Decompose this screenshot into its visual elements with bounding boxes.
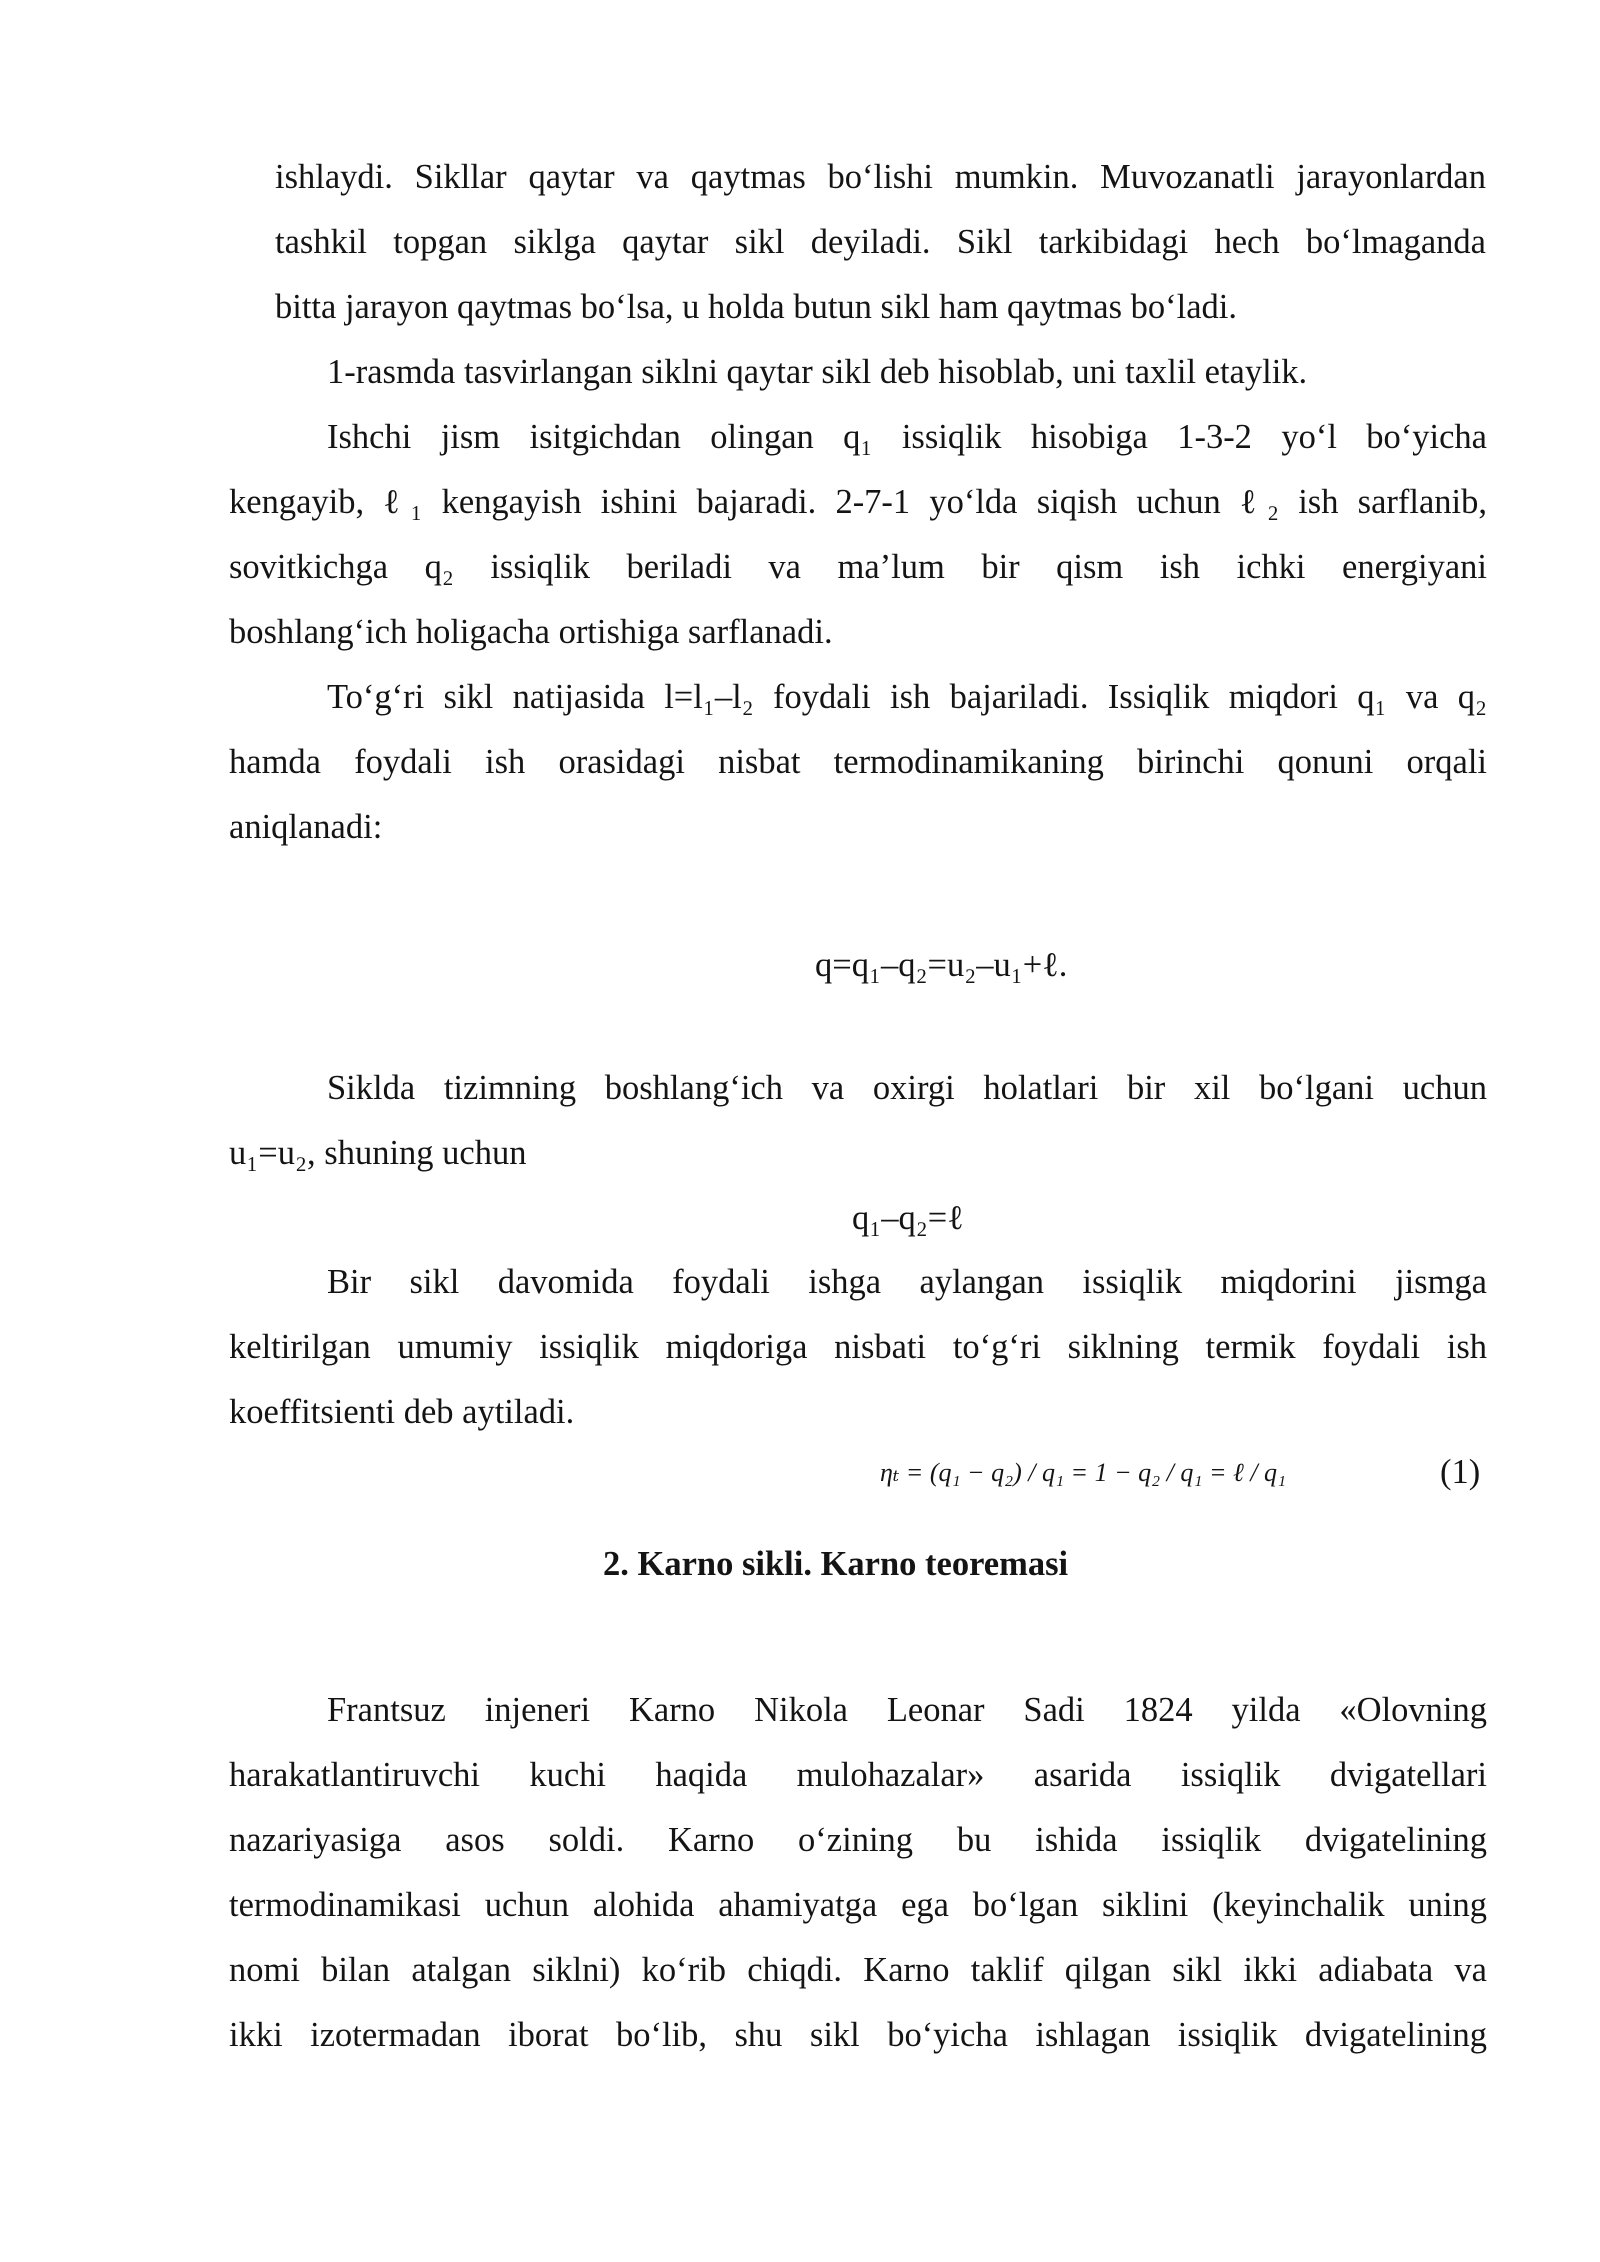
text-line: tashkil topgan siklga qaytar sikl deyiladi. Sikl tarkibidagi hech bo‘lmaganda (275, 223, 1486, 261)
text-line: keltirilgan umumiy issiqlik miqdoriga nisbati to‘g‘ri siklning termik foydali ish (229, 1328, 1487, 1366)
text-line: 1-rasmda tasvirlangan siklni qaytar sikl deb hisoblab, uni taxlil etaylik. (327, 353, 1308, 391)
text-line: sovitkichga q₂ issiqlik beriladi va ma’lum bir qism ish ichki energiyani (229, 548, 1487, 586)
text-line: To‘g‘ri sikl natijasida l=l₁–l₂ foydali ish bajariladi. Issiqlik miqdori q₁ va q₂ (327, 678, 1487, 716)
equation-text: ηₜ = (q₁ − q₂) / q₁ = 1 − q₂ / q₁ = ℓ / q₁ (880, 1458, 1287, 1487)
equation-number-text: (1) (1440, 1453, 1481, 1491)
text-line: harakatlantiruvchi kuchi haqida mulohazalar» asarida issiqlik dvigatellari (229, 1756, 1487, 1794)
text-line: boshlang‘ich holigacha ortishiga sarflanadi. (229, 613, 833, 651)
paragraph-5 (229, 1056, 1487, 1186)
text-line: koeffitsienti deb aytiladi. (229, 1393, 575, 1431)
text-line: nomi bilan atalgan siklni) ko‘rib chiqdi. Karno taklif qilgan sikl ikki adiabata va (229, 1951, 1487, 1989)
text-line: Bir sikl davomida foydali ishga aylangan issiqlik miqdorini jismga (327, 1263, 1487, 1301)
text-line: bitta jarayon qaytmas bo‘lsa, u holda butun sikl ham qaytmas bo‘ladi. (275, 288, 1237, 326)
text-line: u₁=u₂, shuning uchun (229, 1134, 527, 1172)
text-line: termodinamikasi uchun alohida ahamiyatga ega bo‘lgan siklini (keyinchalik uning (229, 1886, 1487, 1924)
text-line: ikki izotermadan iborat bo‘lib, shu sikl bo‘yicha ishlagan issiqlik dvigatelining (229, 2016, 1487, 2054)
equation-thermal-efficiency (880, 1458, 1286, 1488)
equation-text: q=q₁–q₂=u₂–u₁+ℓ. (815, 946, 1068, 984)
text-line: Siklda tizimning boshlang‘ich va oxirgi holatlari bir xil bo‘lgani uchun (327, 1069, 1487, 1107)
equation-text: q₁–q₂=ℓ (852, 1199, 964, 1237)
equation-energy-balance (815, 945, 1067, 985)
equation-work (852, 1198, 964, 1238)
text-line: aniqlanadi: (229, 808, 383, 846)
heading-text: 2. Karno sikli. Karno teoremasi (603, 1545, 1069, 1583)
paragraph-3 (229, 405, 1487, 665)
text-line: nazariyasiga asos soldi. Karno o‘zining bu ishida issiqlik dvigatelining (229, 1821, 1487, 1859)
text-line: Frantsuz injeneri Karno Nikola Leonar Sadi 1824 yilda «Olovning (327, 1691, 1487, 1729)
text-line: ishlaydi. Sikllar qaytar va qaytmas bo‘lishi mumkin. Muvozanatli jarayonlardan (275, 158, 1486, 196)
paragraph-7 (229, 1678, 1487, 2068)
paragraph-6 (229, 1250, 1487, 1445)
section-heading (603, 1545, 1068, 1584)
equation-number (1440, 1453, 1480, 1492)
paragraph-1 (275, 145, 1486, 340)
text-line: hamda foydali ish orasidagi nisbat termodinamikaning birinchi qonuni orqali (229, 743, 1487, 781)
paragraph-2 (327, 340, 1487, 405)
text-line: Ishchi jism isitgichdan olingan q₁ issiqlik hisobiga 1-3-2 yo‘l bo‘yicha (327, 418, 1487, 456)
text-line: kengayib, ℓ₁ kengayish ishini bajaradi. 2-7-1 yo‘lda siqish uchun ℓ₂ ish sarflanib, (229, 483, 1487, 521)
paragraph-4 (229, 665, 1487, 860)
